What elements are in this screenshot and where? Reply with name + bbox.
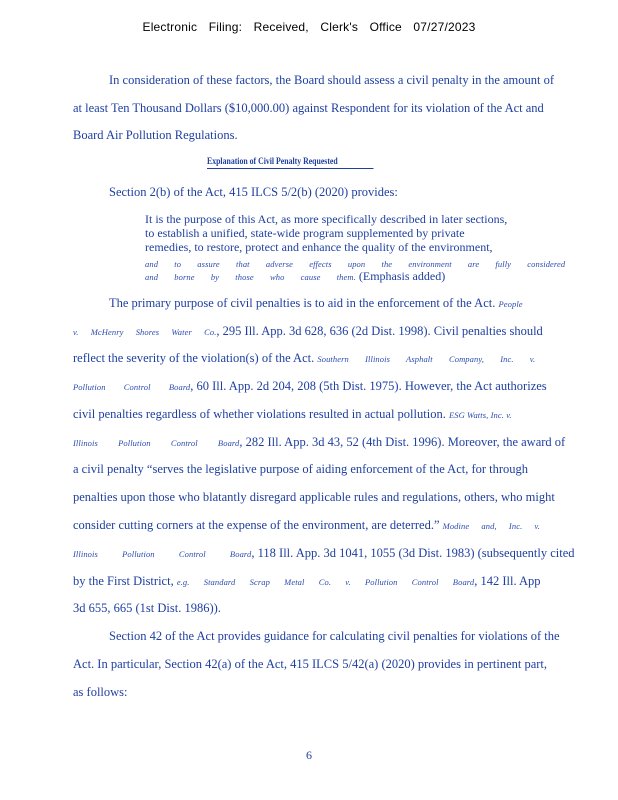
block-quote-line: remedies, to restore, protect and enhance the quality of the environment, <box>145 240 493 254</box>
body-line: as follows: <box>73 685 128 699</box>
section-title: Explanation of Civil Penalty Requested <box>207 157 373 169</box>
body-line: consider cutting corners at the expense of the environment, are deterred.” Modine and, Inc. v. <box>73 518 541 532</box>
body-line: penalties upon those who blatantly disregard applicable rules and regulations, others, who might <box>73 490 555 504</box>
block-quote-line: and to assure that adverse effects upon the environment are fully considered <box>145 259 566 269</box>
body-line: Illinois Pollution Control Board, 118 Ill. App. 3d 1041, 1055 (3d Dist. 1983) (subsequently cited <box>73 546 575 560</box>
body-line: civil penalties regardless of whether violations resulted in actual pollution. ESG Watts, Inc. v. <box>73 407 512 421</box>
body-line: by the First District, e.g. Standard Scrap Metal Co. v. Pollution Control Board, 142 Ill. App <box>73 574 541 588</box>
body-line: Section 42 of the Act provides guidance for calculating civil penalties for violations of the <box>109 629 560 643</box>
block-quote-line: to establish a unified, state-wide program supplemented by private <box>145 226 465 240</box>
body-line: Pollution Control Board, 60 Ill. App. 2d 204, 208 (5th Dist. 1975). However, the Act authorizes <box>73 379 547 393</box>
body-line: at least Ten Thousand Dollars ($10,000.00) against Respondent for its violation of the Act and <box>73 101 544 115</box>
body-line: Board Air Pollution Regulations. <box>73 128 238 142</box>
body-line: Section 2(b) of the Act, 415 ILCS 5/2(b) (2020) provides: <box>109 185 398 199</box>
body-line: v. McHenry Shores Water Co., 295 Ill. App. 3d 628, 636 (2d Dist. 1998). Civil penalties should <box>73 324 543 338</box>
body-line: 3d 655, 665 (1st Dist. 1986)). <box>73 601 221 615</box>
body-line: Act. In particular, Section 42(a) of the Act, 415 ILCS 5/42(a) (2020) provides in pertinent part, <box>73 657 548 671</box>
filing-header: Electronic Filing: Received, Clerk's Office 07/27/2023 <box>142 20 476 34</box>
body-line: The primary purpose of civil penalties is to aid in the enforcement of the Act. People <box>109 296 523 310</box>
body-line: a civil penalty “serves the legislative purpose of aiding enforcement of the Act, for through <box>73 462 529 476</box>
block-quote-line: and borne by those who cause them. (Emphasis added) <box>145 269 446 283</box>
block-quote-line: It is the purpose of this Act, as more specifically described in later sections, <box>145 212 508 226</box>
body-line: In consideration of these factors, the Board should assess a civil penalty in the amount of <box>109 73 555 87</box>
body-line: reflect the severity of the violation(s) of the Act. Southern Illinois Asphalt Company, Inc. v. <box>73 351 536 365</box>
body-line: Illinois Pollution Control Board, 282 Ill. App. 3d 43, 52 (4th Dist. 1996). Moreover, the award of <box>73 435 566 449</box>
page-number: 6 <box>306 748 312 762</box>
